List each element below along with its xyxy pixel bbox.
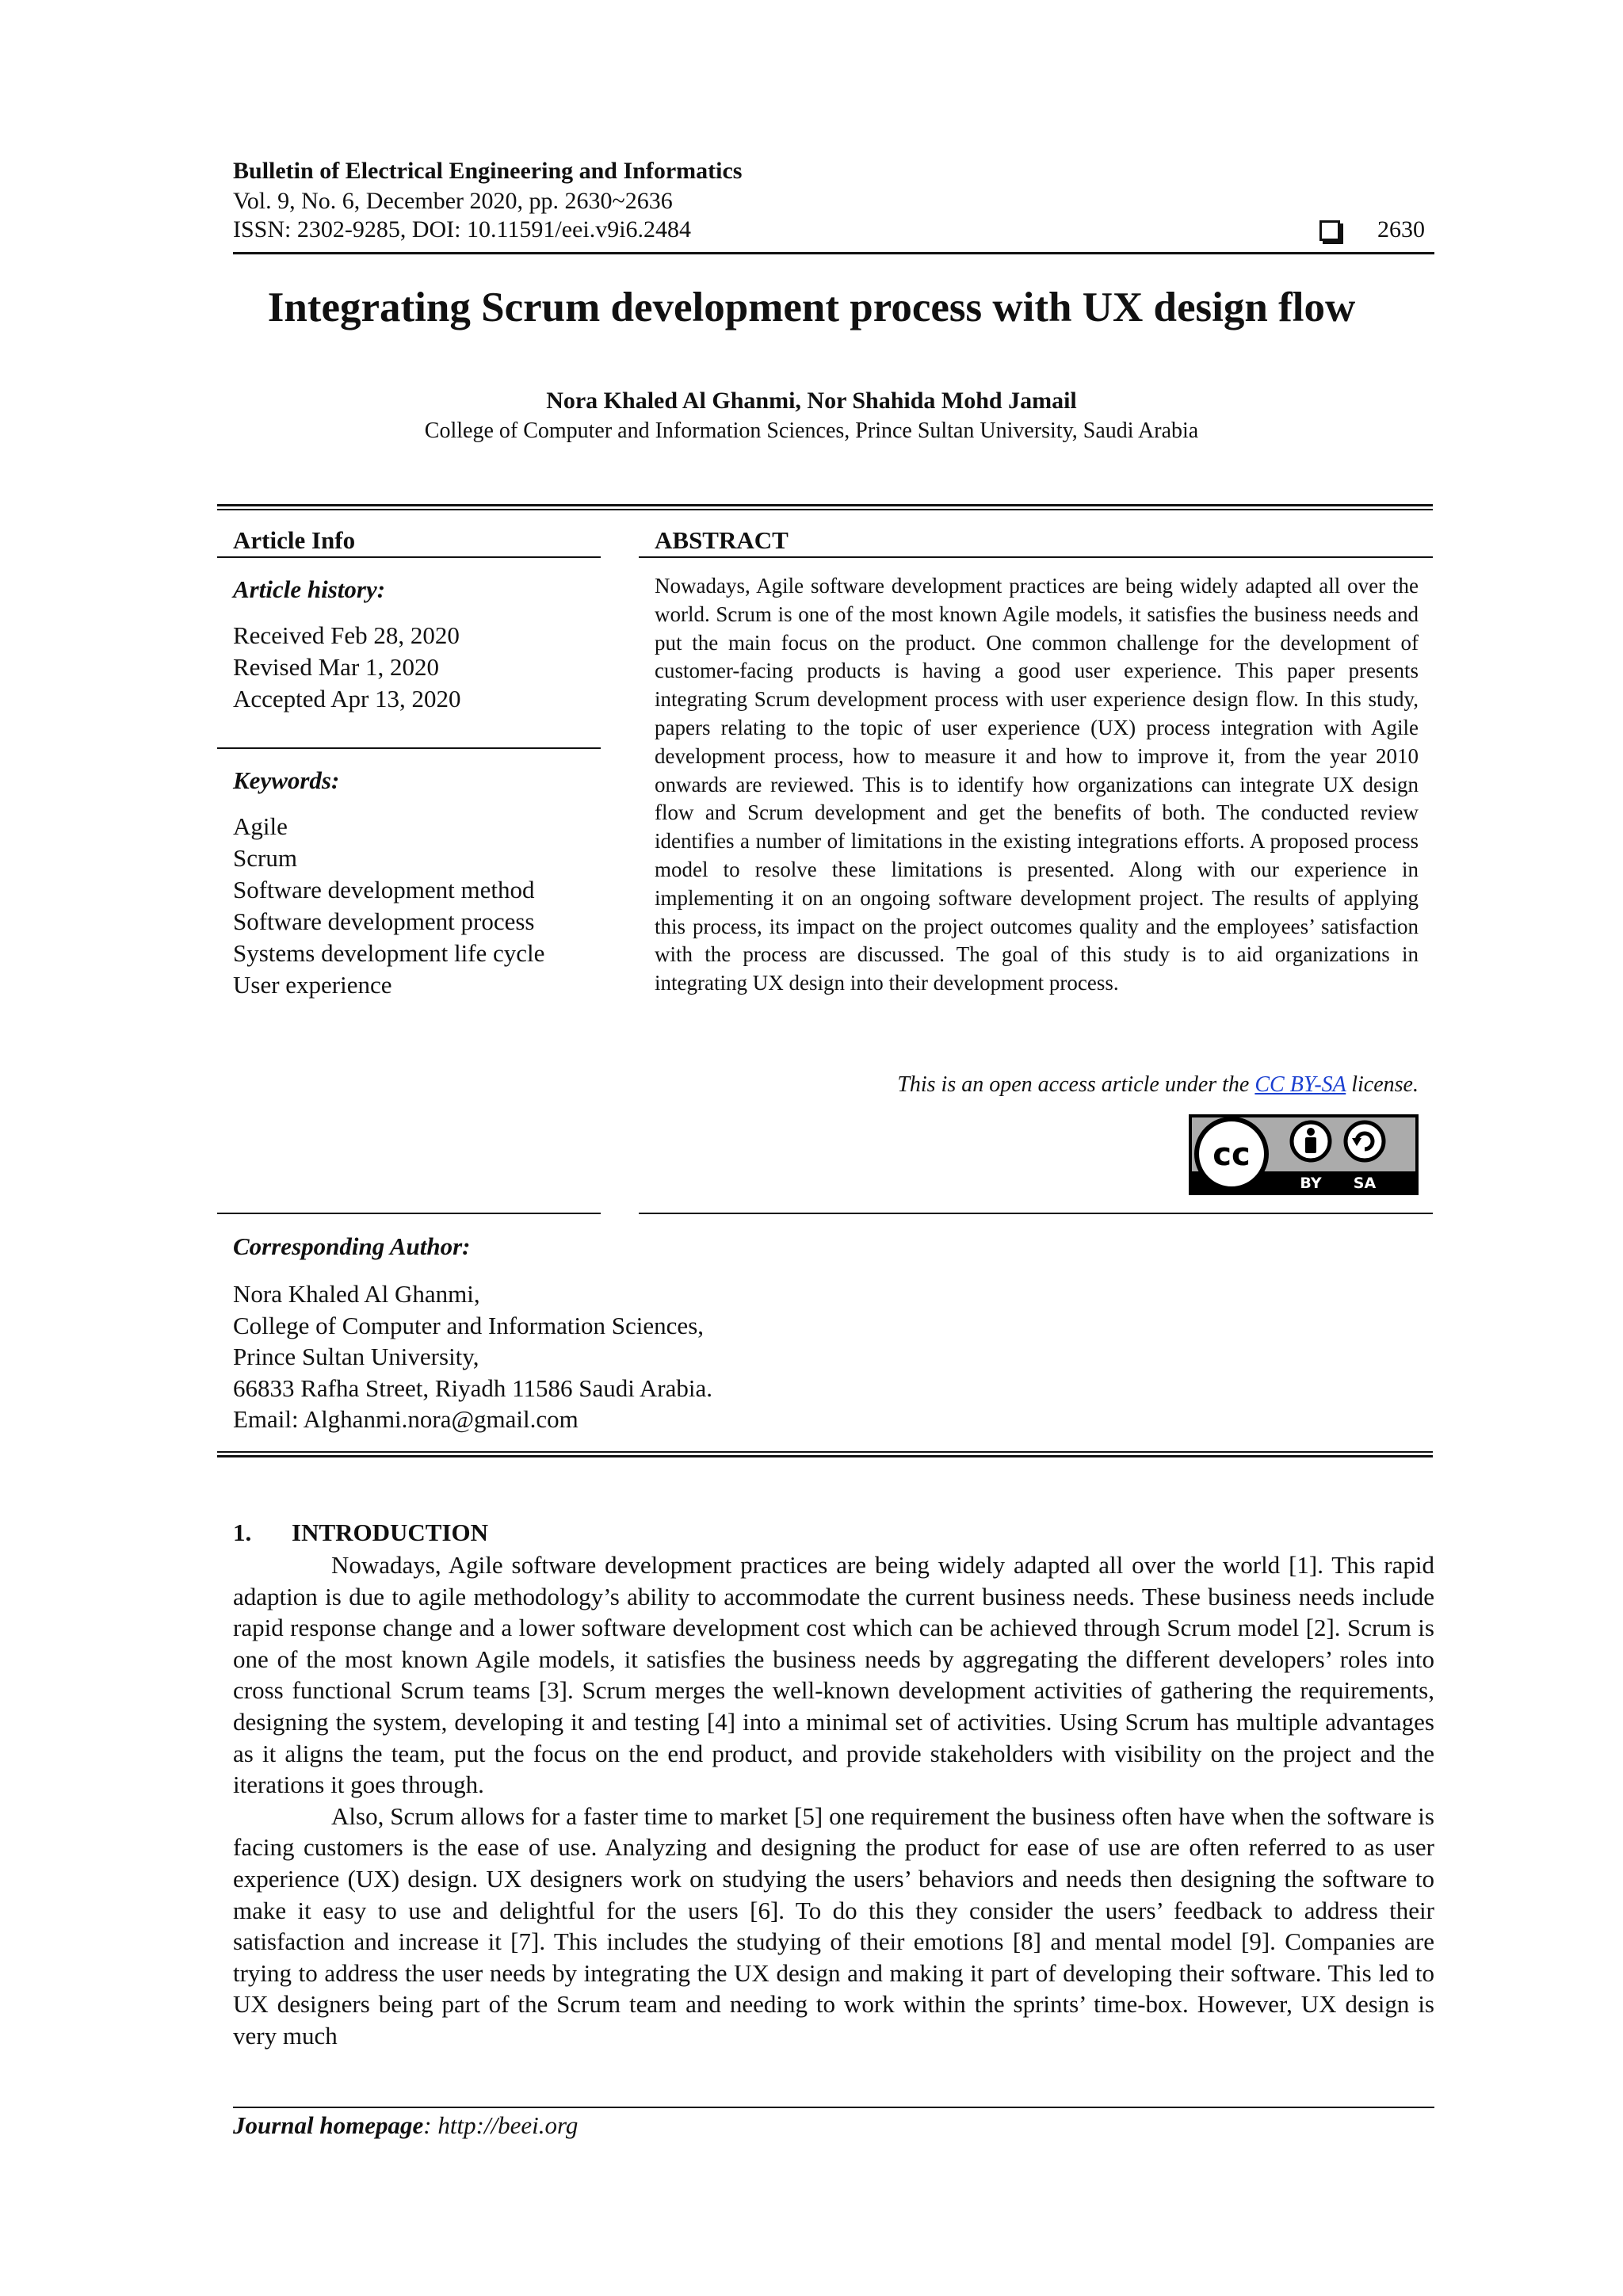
journal-volume: Vol. 9, No. 6, December 2020, pp. 2630~2636 (233, 188, 673, 214)
corresponding-author-heading: Corresponding Author: (233, 1232, 471, 1260)
journal-issn-doi: ISSN: 2302-9285, DOI: 10.11591/eei.v9i6.2484 (233, 216, 692, 243)
section-number: 1. (233, 1519, 252, 1546)
keyword-item: Agile (233, 812, 288, 840)
paper-title: Integrating Scrum development process with UX design flow (267, 285, 1356, 330)
cc-by-sa-link[interactable]: CC BY-SA (1254, 1072, 1346, 1097)
section-title: INTRODUCTION (292, 1519, 489, 1546)
introduction-body (233, 1549, 1434, 2052)
cc-by-sa-badge-icon (1189, 1114, 1419, 1195)
author-affiliation: College of Computer and Information Sciences, Prince Sultan University, Saudi Arabia (424, 418, 1199, 443)
corresponding-email: Email: Alghanmi.nora@gmail.com (233, 1405, 579, 1433)
footer-rule (233, 2107, 1434, 2108)
corresponding-name: Nora Khaled Al Ghanmi, (233, 1280, 480, 1308)
corresponding-address: 66833 Rafha Street, Riyadh 11586 Saudi Arabia. (233, 1373, 712, 1402)
keywords-heading: Keywords: (233, 766, 340, 794)
abstract-heading: ABSTRACT (655, 526, 789, 554)
abstract-rule (639, 556, 1433, 558)
article-history (233, 620, 461, 715)
license-suffix: license. (1351, 1072, 1419, 1097)
abstract-text: Nowadays, Agile software development practices are being widely adapted all over the world. Scrum is one of the most known Agile models, it satisfies the business needs and put the main focus on the product. One common challenge for the development of customer-facing products is having a good user experience. This paper presents integrating Scrum development process with user experience design flow. In this study, papers relating to the topic of user experience (UX) process integration with Agile development process, how to measure it and how to improve it, from the year 2010 onwards are reviewed. This is to identify how organizations can integrate UX design flow and Scrum development and get the benefits of both. The conducted review identifies a number of limitations in the existing integrations efforts. A proposed process model to resolve these limitations is presented. Along with our experience in implementing it on an ongoing software development project. The results of applying this process, its impact on the project outcomes quality and the employees’ satisfaction with the process are discussed. The goal of this study is to aid organizations in integrating UX design into their development process. (655, 574, 1419, 995)
sa-label: SA (1353, 1175, 1377, 1192)
history-rule (217, 747, 601, 749)
homepage-label: Journal homepage (233, 2111, 424, 2139)
corresponding-university: Prince Sultan University, (233, 1343, 479, 1370)
keyword-item: User experience (233, 971, 392, 999)
corresponding-college: College of Computer and Information Sciences, (233, 1311, 705, 1339)
left-bottom-rule (217, 1213, 601, 1214)
keyword-item: Scrum (233, 844, 297, 872)
cc-label: cc (1212, 1137, 1251, 1173)
info-bottom-rule (217, 1455, 1433, 1457)
journal-name: Bulletin of Electrical Engineering and Informatics (233, 158, 743, 184)
square-bullet-icon (1319, 220, 1340, 241)
introduction-heading (233, 1519, 488, 1547)
corresponding-author-details (233, 1278, 712, 1435)
keyword-item: Software development process (233, 907, 535, 935)
right-bottom-rule (639, 1213, 1433, 1214)
info-bottom-rule-inner (217, 1451, 1433, 1453)
body-paragraph: Also, Scrum allows for a faster time to market [5] one requirement the business often have when the software is facing customers is the ease of use. Analyzing and designing the product for ease of use are often referred to as user experience (UX) design. UX designers work on studying the users’ behaviors and needs then designing the software to make it easy to use and delightful for the users [6]. To do this they consider the users’ feedback to address their satisfaction and increase it [7]. This includes the studying of their emotions [8] and mental model [9]. Companies are trying to address the user needs by integrating the UX design and making it part of developing their software. This led to UX designers being part of the Scrum team and needing to work within the sprints’ time-box. However, UX design is very much (233, 1801, 1434, 2050)
page-number: 2630 (1377, 216, 1425, 243)
header-rule (233, 252, 1434, 254)
share-alike-icon (1346, 1122, 1384, 1160)
license-statement (655, 1072, 1419, 1098)
body-paragraph: Nowadays, Agile software development practices are being widely adapted all over the world [1]. This rapid adaption is due to agile methodology’s ability to accommodate the current business needs. These business needs include rapid response change and a lower software development cost which can be achieved through Scrum model [2]. Scrum is one of the most known Agile models, it satisfies the business needs by aggregating the different developers’ roles into cross functional Scrum teams [3]. Scrum merges the well-known development activities of gathering the requirements, designing the system, developing it and testing [4] into a minimal set of activities. Using Scrum has multiple advantages as it aligns the team, put the focus on the end product, and provide stakeholders with visibility on the project and the iterations it goes through. (233, 1551, 1434, 1799)
license-prefix: This is an open access article under the (897, 1072, 1250, 1097)
keyword-list (233, 811, 544, 1001)
homepage-url: : http://beei.org (423, 2111, 579, 2139)
article-history-heading: Article history: (233, 575, 386, 603)
author-list: Nora Khaled Al Ghanmi, Nor Shahida Mohd Jamail (546, 388, 1077, 414)
article-info-rule (217, 556, 601, 558)
keyword-item: Software development method (233, 876, 535, 904)
article-info-heading: Article Info (233, 526, 356, 554)
journal-homepage (233, 2111, 578, 2140)
by-label: BY (1300, 1175, 1322, 1192)
accepted-date: Accepted Apr 13, 2020 (233, 685, 461, 712)
keyword-item: Systems development life cycle (233, 939, 545, 967)
info-top-rule (217, 504, 1433, 506)
received-date: Received Feb 28, 2020 (233, 621, 460, 649)
info-top-rule-inner (217, 509, 1433, 510)
revised-date: Revised Mar 1, 2020 (233, 653, 440, 681)
